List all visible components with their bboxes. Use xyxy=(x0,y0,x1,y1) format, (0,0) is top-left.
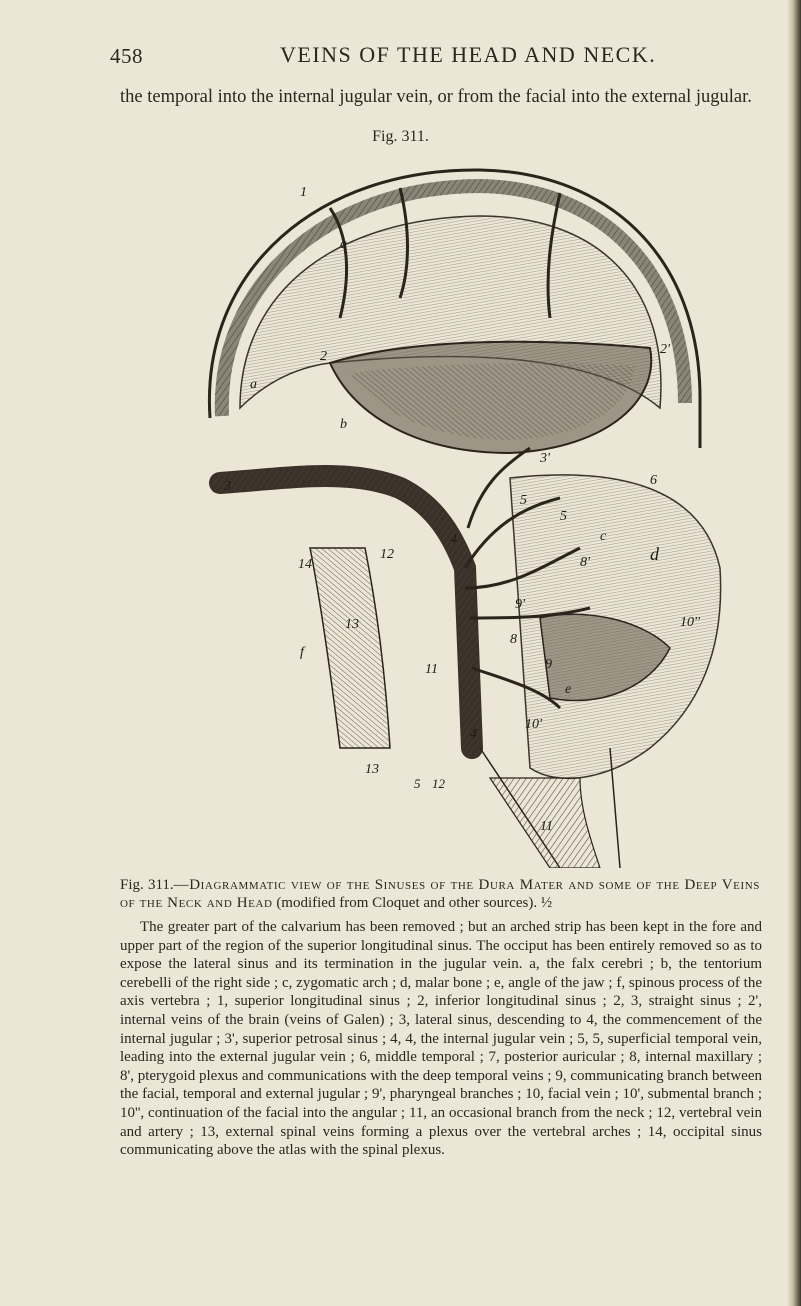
label-d: d xyxy=(650,544,659,564)
label-c: c xyxy=(600,529,607,544)
label-b: b xyxy=(340,417,347,432)
label-4-upper: 4 xyxy=(450,532,457,547)
head-neck-veins-illustration xyxy=(180,148,740,868)
label-12-upper: 12 xyxy=(380,547,394,562)
vertebral-plexus xyxy=(310,548,390,748)
label-5-b: 5 xyxy=(560,509,567,524)
running-head: VEINS OF THE HEAD AND NECK. xyxy=(280,42,657,67)
label-5-a: 5 xyxy=(520,493,527,508)
label-9: 9 xyxy=(545,657,552,672)
label-10-prime: 10' xyxy=(525,717,542,732)
figure-caption-title xyxy=(120,876,760,912)
label-2: 2 xyxy=(320,349,327,364)
page-number: 458 xyxy=(110,44,143,68)
label-3-prime: 3' xyxy=(540,451,550,466)
label-11: 11 xyxy=(425,662,438,677)
label-12-lower: 12 xyxy=(432,776,445,791)
label-4-lower: 4 xyxy=(470,727,477,742)
label-2-prime: 2' xyxy=(660,342,670,357)
label-3: 3 xyxy=(224,479,231,494)
label-13-upper: 13 xyxy=(345,617,359,632)
figure-caption-body: The greater part of the calvarium has been removed ; but an arched strip has been kept in the fore and upper part of the region of the superior longitudinal sinus. The occiput has been entirely removed so as to expose the lateral sinus and its termination in the jugular vein. a, the falx cerebri ; b, the tentorium cerebelli of the right side ; c, zygomatic arch ; d, malar bone ; e, angle of the jaw ; f, spinous process of the axis vertebra ; 1, superior longitudinal sinus ; 2, inferior longitudinal sinus ; 2, 3, straight sinus ; 2', internal veins of the brain (veins of Galen) ; 3, lateral sinus, descending to 4, the commencement of the internal jugular ; 3', superior petrosal sinus ; 4, 4, the internal jugular vein ; 5, 5, superficial temporal vein, leading into the external jugular vein ; 6, middle temporal ; 7, posterior auricular ; 8, internal maxillary ; 8', pterygoid plexus and communications with the deep temporal veins ; 9, communicating branch between the facial, temporal and external jugular ; 9', pharyngeal branches ; 10, facial vein ; 10', submental branch ; 10'', continuation of the facial into the angular ; 11, an occasional branch from the neck ; 12, vertebral vein and artery ; 13, external spinal veins forming a plexus over the vertebral arches ; 14, occipital sinus communicating above the atlas with the spinal plexus. xyxy=(120,919,762,1159)
caption-title-text: —Diagrammatic view of the Sinuses of the Dura Mater and some of the Deep Veins of the Neck and Head xyxy=(120,877,760,911)
label-5-lower: 5 xyxy=(414,776,421,791)
label-a-top: a xyxy=(340,237,347,252)
caption-scale: ½ xyxy=(540,895,553,911)
label-10-double-prime: 10'' xyxy=(680,615,700,630)
caption-fig-number: 311. xyxy=(147,877,174,893)
label-8-prime: 8' xyxy=(580,555,590,570)
label-11-lower: 11 xyxy=(540,819,553,834)
page-edge-shadow xyxy=(787,0,801,1306)
anatomical-figure xyxy=(180,148,740,868)
intro-paragraph: the temporal into the internal jugular vein, or from the facial into the external jugular. xyxy=(120,87,752,107)
label-6: 6 xyxy=(650,473,657,488)
label-8: 8 xyxy=(510,632,517,647)
caption-fig-ref: Fig. xyxy=(120,877,144,893)
page-header xyxy=(110,42,750,74)
label-13-lower: 13 xyxy=(365,762,379,777)
label-9-prime: 9' xyxy=(515,597,525,612)
label-1: 1 xyxy=(300,185,307,200)
label-f: f xyxy=(300,645,304,660)
label-e: e xyxy=(565,682,572,697)
caption-title-rest: (modified from Cloquet and other sources). xyxy=(276,895,538,911)
label-14: 14 xyxy=(298,557,312,572)
label-a-left: a xyxy=(250,377,257,392)
figure-label: Fig. 311. xyxy=(372,128,429,145)
